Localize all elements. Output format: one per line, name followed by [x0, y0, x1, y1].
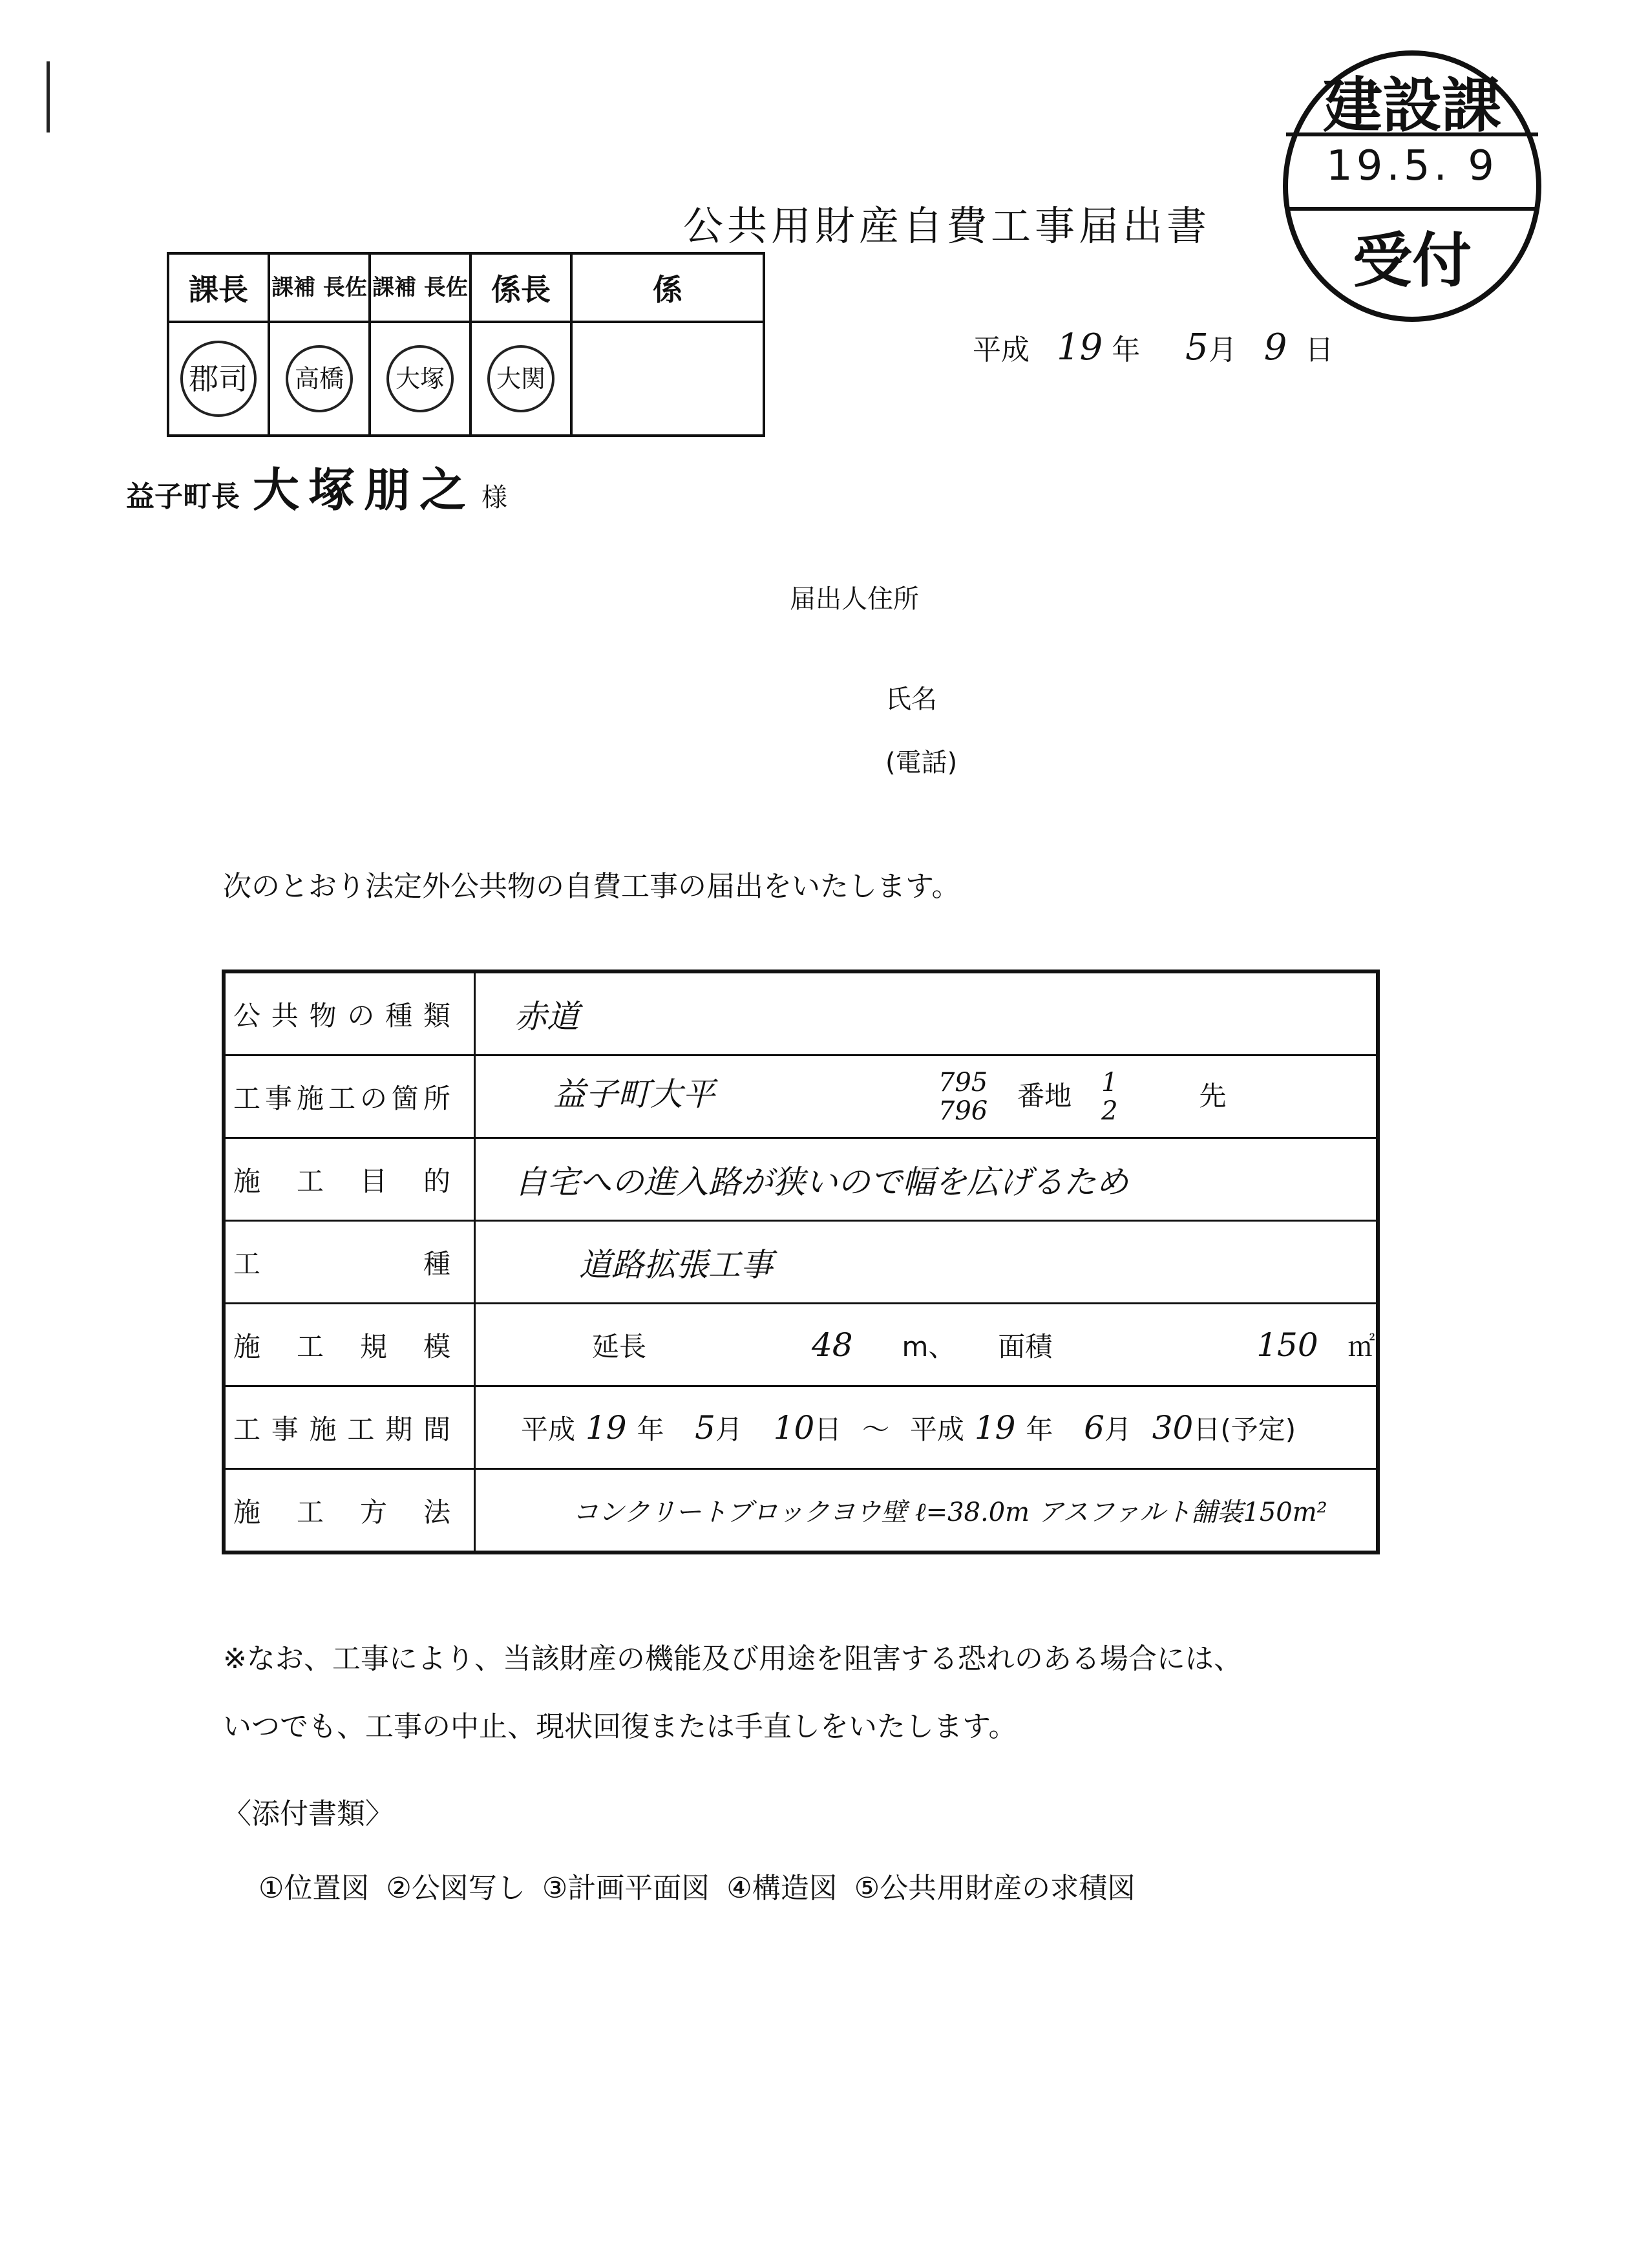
- applicant-name-label: 氏名: [885, 684, 937, 714]
- addressee-title: 益子町長: [126, 480, 240, 513]
- addressee: [126, 452, 507, 520]
- construction-purpose: 自宅への進入路が狭いので幅を広げるため: [475, 1138, 1379, 1221]
- row-label: 施 工 規 模: [224, 1304, 475, 1386]
- construction-period: 平成 19 年 5月 10日 ～ 平成 19 年 6月 30日(予定): [475, 1386, 1379, 1469]
- table-row: [224, 971, 1378, 1055]
- table-row: [224, 1386, 1378, 1469]
- applicant-address-label: 届出人住所: [790, 584, 919, 614]
- personal-seal: 大塚: [386, 345, 454, 412]
- margin-mark: [47, 61, 50, 132]
- approval-grid: [167, 252, 765, 437]
- approval-cell: [571, 322, 764, 436]
- attachments-list: ①位置図 ②公図写し ③計画平面図 ④構造図 ⑤公共用財産の求積図: [259, 1872, 1136, 1905]
- construction-type: 道路拡張工事: [475, 1221, 1379, 1304]
- row-label: 公 共 物 の 種 類: [224, 971, 475, 1055]
- approval-cell: [269, 322, 370, 436]
- row-label: 工 種: [224, 1221, 475, 1304]
- construction-location: 益子町大平 795 796 番地 1 2 先: [475, 1055, 1379, 1138]
- approval-header: 課補 長佐: [370, 253, 470, 322]
- approval-cell: [370, 322, 470, 436]
- approval-header: 課補 長佐: [269, 253, 370, 322]
- construction-details-table: [222, 970, 1380, 1554]
- attachments-heading: 〈添付書類〉: [223, 1797, 394, 1830]
- table-row: [224, 1304, 1378, 1386]
- disclaimer-line: ※なお、工事により、当該財産の機能及び用途を阻害する恐れのある場合には、: [223, 1642, 1242, 1675]
- row-label: 工 事 施 工 の 箇 所: [224, 1055, 475, 1138]
- row-label: 工 事 施 工 期 間: [224, 1386, 475, 1469]
- personal-seal: 高橋: [286, 345, 353, 412]
- applicant-phone-label: (電話): [885, 748, 958, 778]
- document-title: 公共用財産自費工事届出書: [682, 202, 1210, 249]
- row-label: 施 工 目 的: [224, 1138, 475, 1221]
- table-row: [224, 1221, 1378, 1304]
- stamp-date: 19.5. 9: [1326, 142, 1498, 190]
- personal-seal: 大関: [487, 345, 555, 412]
- table-row: [224, 1469, 1378, 1553]
- submission-date: 平成 19 年 5月 9 日: [973, 326, 1334, 368]
- approval-header: 係: [571, 253, 764, 322]
- public-property-type: 赤道: [475, 971, 1379, 1055]
- approval-header: 課長: [168, 253, 269, 322]
- table-row: [224, 1055, 1378, 1138]
- approval-cell: [168, 322, 269, 436]
- disclaimer-line: いつでも、工事の中止、現状回復または手直しをいたします。: [223, 1710, 1017, 1743]
- row-label: 施 工 方 法: [224, 1469, 475, 1553]
- honorific: 様: [481, 483, 508, 513]
- approval-header: 係長: [470, 253, 571, 322]
- table-row: [224, 1138, 1378, 1221]
- stamp-received: 受付: [1352, 226, 1472, 295]
- approval-cell: [470, 322, 571, 436]
- personal-seal: 郡司: [180, 341, 257, 417]
- construction-scale: 延長 48 m、 面積 150 ㎡: [475, 1304, 1379, 1386]
- construction-method: コンクリートブロックヨウ壁 ℓ=38.0m アスファルト舗装150m²: [475, 1469, 1379, 1553]
- intro-text: 次のとおり法定外公共物の自費工事の届出をいたします。: [223, 870, 960, 903]
- addressee-name: 大塚朋之: [253, 462, 476, 517]
- stamp-department: 建設課: [1322, 70, 1501, 140]
